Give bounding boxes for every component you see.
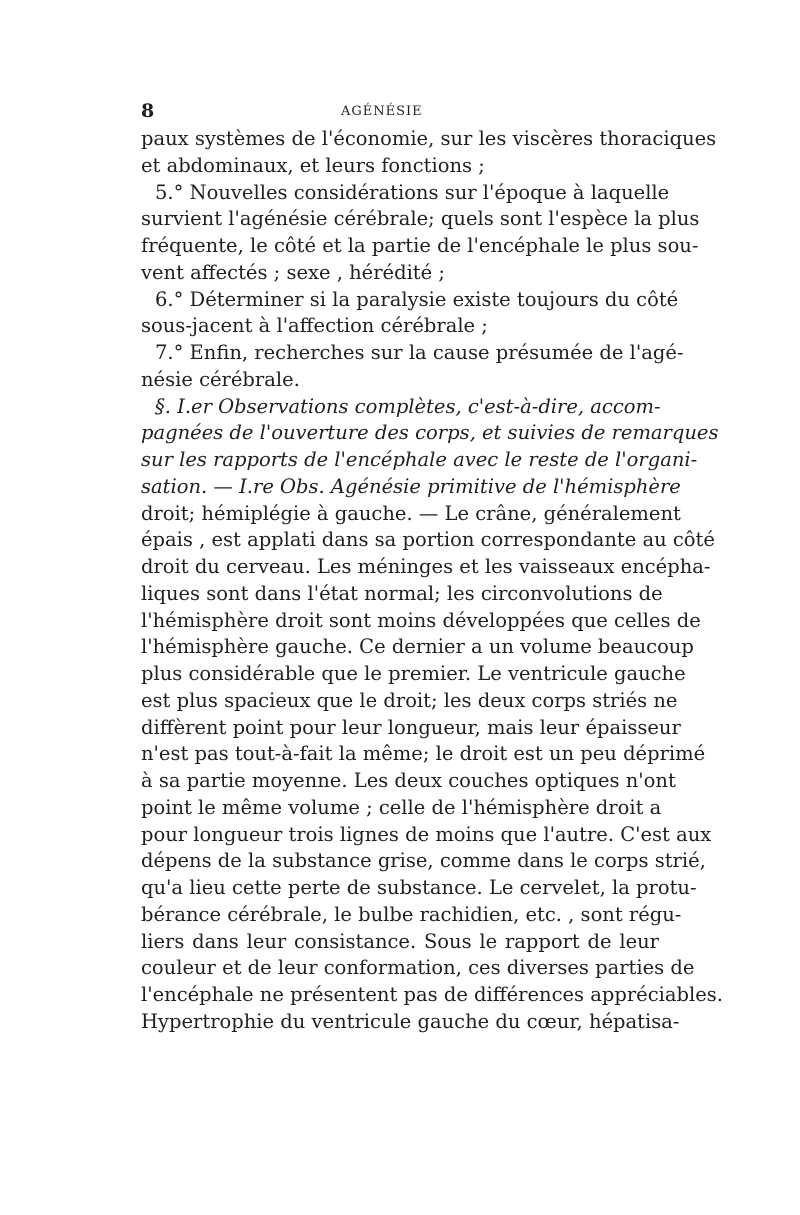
- text-line: plus considérable que le premier. Le ventricule gauche: [141, 662, 686, 685]
- text-line: 6.° Déterminer si la paralysie existe toujours du côté: [155, 287, 679, 311]
- text-line: bérance cérébrale, le bulbe rachidien, etc. , sont régu-: [141, 902, 682, 926]
- text-line: l'hémisphère droit sont moins développées que celles de: [141, 608, 701, 632]
- running-head: [141, 100, 659, 126]
- text-line: 5.° Nouvelles considérations sur l'époque à laquelle: [155, 180, 670, 204]
- body-text: [141, 126, 723, 1036]
- text-line: point le même volume ; celle de l'hémisphère droit a: [141, 795, 662, 819]
- text-line: sur les rapports de l'encéphale avec le reste de l'organi-: [141, 448, 698, 471]
- text-line: pour longueur trois lignes de moins que l'autre. C'est aux: [141, 822, 712, 846]
- text-line: à sa partie moyenne. Les deux couches optiques n'ont: [141, 769, 676, 792]
- text-line: liques sont dans l'état normal; les circonvolutions de: [141, 581, 663, 605]
- text-line: nésie cérébrale.: [141, 367, 300, 391]
- text-line: et abdominaux, et leurs fonctions ;: [141, 153, 485, 177]
- text-line: diffèrent point pour leur longueur, mais leur épaisseur: [141, 715, 681, 739]
- text-line: fréquente, le côté et la partie de l'encéphale le plus sou-: [141, 234, 699, 257]
- text-line: droit; hémiplégie à gauche. — Le crâne, généralement: [141, 501, 681, 525]
- text-line: §. I.er Observations complètes, c'est-à-dire, accom-: [155, 394, 661, 418]
- text-line: qu'a lieu cette perte de substance. Le cervelet, la protu-: [141, 876, 697, 899]
- text-line: liers dans leur consistance. Sous le rapport de leur: [141, 929, 659, 953]
- text-line: sous-jacent à l'affection cérébrale ;: [141, 314, 488, 338]
- text-line: est plus spacieux que le droit; les deux corps striés ne: [141, 688, 678, 712]
- page-text-block: [141, 100, 723, 1036]
- text-line: dépens de la substance grise, comme dans le corps strié,: [141, 849, 706, 873]
- page-number: 8: [141, 100, 155, 122]
- text-line: n'est pas tout-à-fait la même; le droit est un peu déprimé: [141, 742, 706, 766]
- text-line: droit du cerveau. Les méninges et les vaisseaux encépha-: [141, 555, 711, 578]
- text-line: l'encéphale ne présentent pas de différences appréciables.: [141, 983, 723, 1006]
- text-line: survient l'agénésie cérébrale; quels sont l'espèce la plus: [141, 207, 700, 231]
- running-title: AGÉNÉSIE: [341, 104, 423, 119]
- text-line: 7.° Enfin, recherches sur la cause présumée de l'agé-: [155, 341, 684, 364]
- text-line: vent affectés ; sexe , hérédité ;: [141, 260, 445, 284]
- text-line: l'hémisphère gauche. Ce dernier a un volume beaucoup: [141, 635, 694, 659]
- text-line: paux systèmes de l'économie, sur les viscères thoraciques: [141, 127, 717, 150]
- text-line: couleur et de leur conformation, ces diverses parties de: [141, 956, 695, 980]
- text-line: pagnées de l'ouverture des corps, et suivies de remarques: [141, 421, 719, 445]
- text-line: sation. — I.re Obs. Agénésie primitive de l'hémisphère: [141, 474, 681, 498]
- text-line: épais , est applati dans sa portion correspondante au côté: [141, 528, 715, 552]
- text-line: Hypertrophie du ventricule gauche du cœur, hépatisa-: [141, 1009, 680, 1033]
